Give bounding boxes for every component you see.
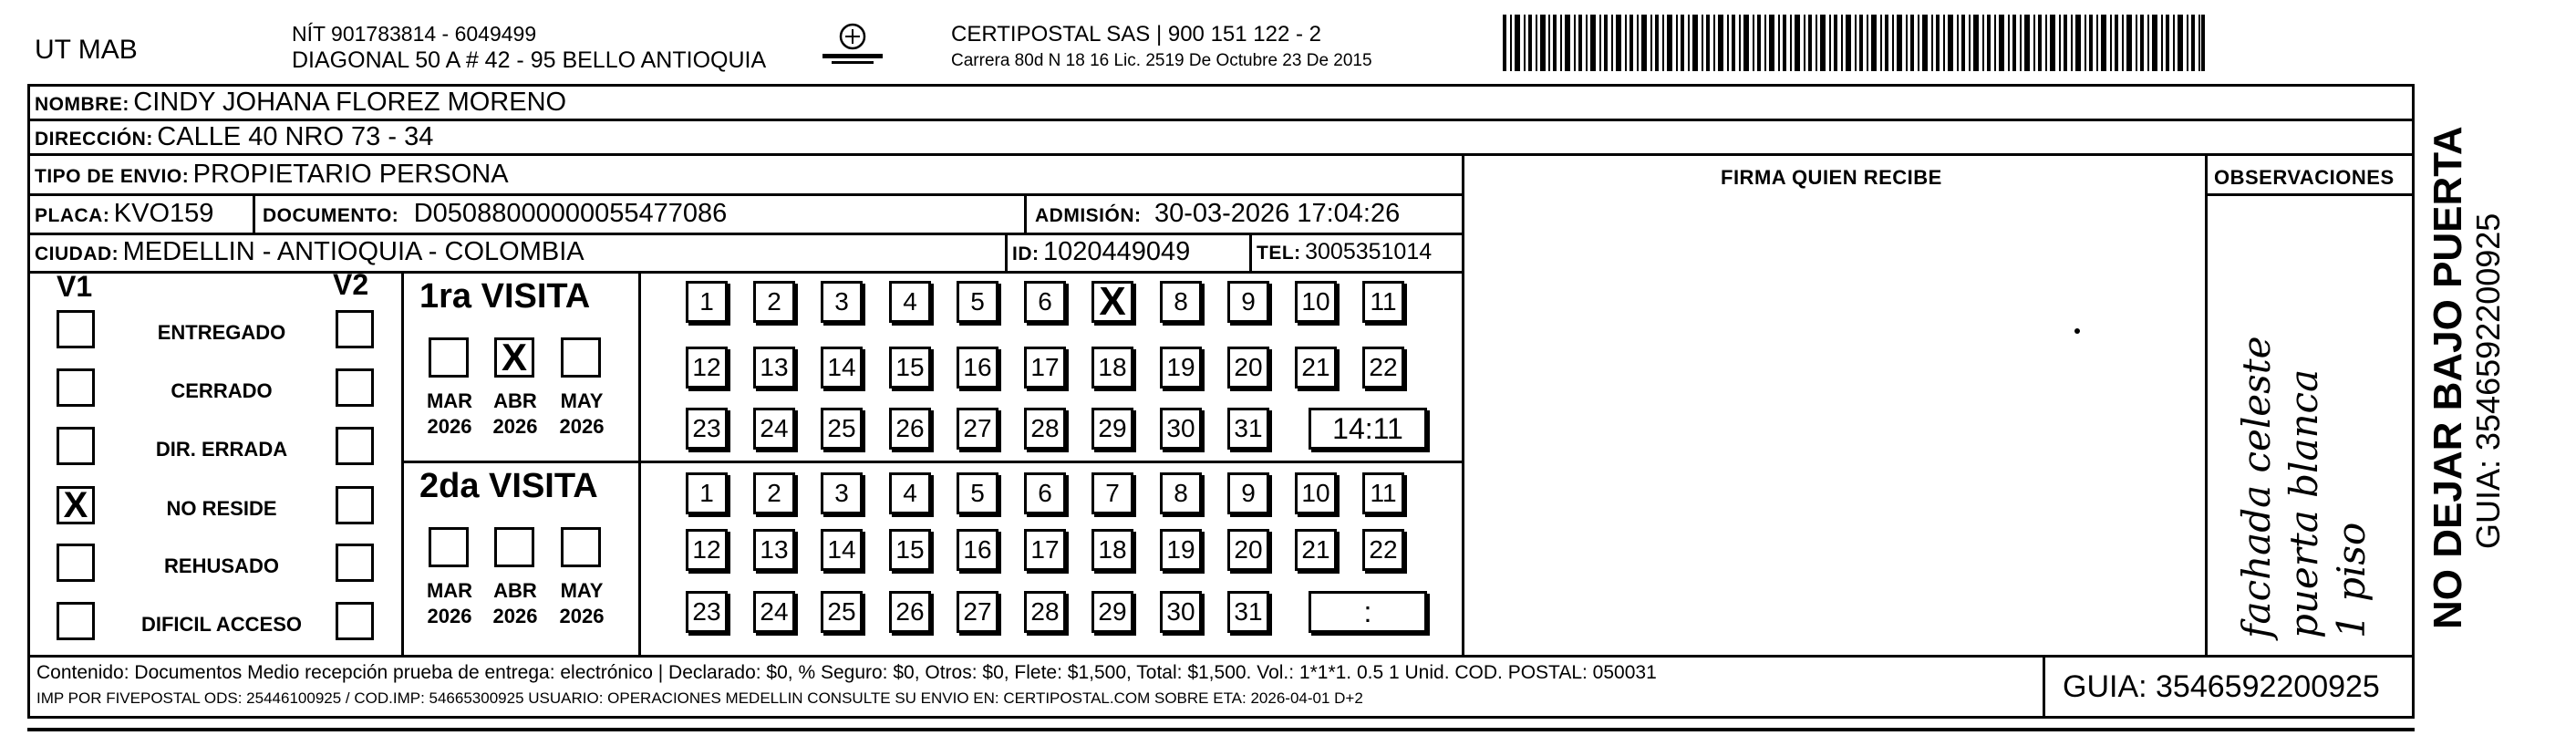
first-visit-month-box[interactable] — [429, 337, 469, 378]
nombre-label: NOMBRE: — [35, 94, 129, 115]
second-visit-month-box[interactable] — [429, 527, 469, 567]
second-visit-month-box[interactable] — [494, 527, 534, 567]
status-v2-checkbox[interactable] — [336, 486, 374, 524]
status-label: ENTREGADO — [157, 321, 286, 344]
first-visit-year-label: 2026 — [427, 415, 472, 438]
first-visit-day-box[interactable]: 17 — [1024, 347, 1066, 389]
second-visit-day-box[interactable]: 6 — [1024, 472, 1066, 514]
placa-value: KVO159 — [113, 199, 214, 228]
second-visit-time-box[interactable]: : — [1309, 591, 1427, 633]
second-visit-day-box[interactable]: 2 — [753, 472, 795, 514]
second-visit-label: 2da VISITA — [419, 467, 598, 505]
nombre-value: CINDY JOHANA FLOREZ MORENO — [133, 88, 567, 117]
first-visit-day-box[interactable]: 16 — [957, 347, 998, 389]
second-visit-day-box[interactable]: 15 — [889, 529, 931, 571]
placa-row — [35, 199, 213, 229]
first-visit-day-box[interactable]: 13 — [753, 347, 795, 389]
second-visit-day-box[interactable]: 14 — [821, 529, 863, 571]
carrier-name: CERTIPOSTAL SAS | 900 151 122 - 2 — [951, 22, 1321, 47]
first-visit-day-box[interactable]: 25 — [821, 408, 863, 450]
nombre-row — [35, 88, 566, 118]
second-visit-day-box[interactable]: 29 — [1091, 591, 1133, 633]
second-visit-day-box[interactable]: 8 — [1160, 472, 1202, 514]
tel-label: TEL: — [1257, 243, 1301, 264]
first-visit-year-label: 2026 — [492, 415, 538, 438]
id-value: 1020449049 — [1042, 237, 1191, 266]
second-visit-day-box[interactable]: 18 — [1091, 529, 1133, 571]
first-visit-month-label: MAY — [560, 389, 604, 412]
tipo-label: TIPO DE ENVIO: — [35, 166, 190, 187]
second-visit-month-label: MAR — [426, 579, 473, 602]
status-label: REHUSADO — [164, 554, 279, 577]
direccion-label: DIRECCIÓN: — [35, 129, 153, 150]
second-visit-day-box[interactable]: 13 — [753, 529, 795, 571]
first-visit-day-box[interactable]: 20 — [1227, 347, 1269, 389]
status-v1-checkbox[interactable]: X — [57, 486, 95, 524]
first-visit-day-box[interactable]: 22 — [1362, 347, 1404, 389]
first-visit-day-box[interactable]: 24 — [753, 408, 795, 450]
ciudad-value: MEDELLIN - ANTIOQUIA - COLOMBIA — [122, 237, 585, 266]
status-v2-checkbox[interactable] — [336, 602, 374, 640]
first-visit-day-box[interactable]: 12 — [686, 347, 728, 389]
status-v2-checkbox[interactable] — [336, 544, 374, 582]
first-visit-day-box[interactable]: 11 — [1362, 281, 1404, 323]
first-visit-month-label: ABR — [493, 389, 537, 412]
first-visit-day-box[interactable]: 5 — [957, 281, 998, 323]
ciudad-row — [35, 237, 585, 267]
first-visit-day-box[interactable]: 2 — [753, 281, 795, 323]
observaciones-handwriting — [2179, 274, 2416, 648]
id-label: ID: — [1012, 243, 1040, 264]
first-visit-day-box[interactable]: 18 — [1091, 347, 1133, 389]
second-visit-day-box[interactable]: 17 — [1024, 529, 1066, 571]
documento-label: DOCUMENTO: — [263, 205, 399, 226]
second-visit-day-box[interactable]: 5 — [957, 472, 998, 514]
first-visit-day-box[interactable]: 23 — [686, 408, 728, 450]
first-visit-day-box[interactable]: 31 — [1227, 408, 1269, 450]
status-v1-checkbox[interactable] — [57, 427, 95, 465]
company-address: DIAGONAL 50 A # 42 - 95 BELLO ANTIOQUIA — [292, 47, 767, 73]
documento-value: D05088000000055477086 — [413, 199, 728, 228]
side-guia: GUIA: 3546592200925 — [2469, 212, 2507, 549]
first-visit-day-box[interactable]: 21 — [1295, 347, 1337, 389]
admision-row — [1035, 199, 1400, 229]
first-visit-time-box[interactable]: 14:11 — [1309, 408, 1427, 450]
second-visit-day-box[interactable]: 11 — [1362, 472, 1404, 514]
first-visit-month-box[interactable] — [561, 337, 601, 378]
company-name: UT MAB — [35, 35, 138, 65]
obs-line-3: 1 piso — [2329, 522, 2374, 638]
documento-row — [263, 199, 727, 229]
v1-label: V1 — [57, 270, 93, 303]
second-visit-day-box[interactable]: 30 — [1160, 591, 1202, 633]
second-visit-day-box[interactable]: 21 — [1295, 529, 1337, 571]
first-visit-day-box[interactable]: 19 — [1160, 347, 1202, 389]
first-visit-day-box[interactable]: 10 — [1295, 281, 1337, 323]
first-visit-label: 1ra VISITA — [419, 277, 591, 316]
imp-text: IMP POR FIVEPOSTAL ODS: 25446100925 / COD.IMP: 54665300925 USUARIO: OPERACIONES MEDELLIN CONSULTE SU ENVIO EN: CERTIPOSTAL.COM SOBRE ETA: 2026-04-01 D+2 — [36, 689, 1363, 707]
first-visit-day-box[interactable]: 6 — [1024, 281, 1066, 323]
second-visit-day-box[interactable]: 24 — [753, 591, 795, 633]
first-visit-day-box[interactable]: 30 — [1160, 408, 1202, 450]
first-visit-day-box[interactable]: 26 — [889, 408, 931, 450]
second-visit-day-box[interactable]: 1 — [686, 472, 728, 514]
status-v1-checkbox[interactable] — [57, 368, 95, 407]
status-v2-checkbox[interactable] — [336, 427, 374, 465]
admision-label: ADMISIÓN: — [1035, 205, 1142, 226]
placa-label: PLACA: — [35, 205, 110, 226]
first-visit-day-box[interactable]: 1 — [686, 281, 728, 323]
contenido-text: Contenido: Documentos Medio recepción prueba de entrega: electrónico | Declarado: $0, % Seguro: $0, Otros: $0, Flete: $1,500, Total: $1,500. Vol.: 1*1*1. 0.5 1 Unid. COD. POSTAL: 050031 — [36, 662, 1657, 683]
second-visit-day-box[interactable]: 25 — [821, 591, 863, 633]
status-v1-checkbox[interactable] — [57, 602, 95, 640]
second-visit-day-box[interactable]: 12 — [686, 529, 728, 571]
status-label: CERRADO — [171, 379, 273, 402]
second-visit-month-box[interactable] — [561, 527, 601, 567]
first-visit-year-label: 2026 — [559, 415, 605, 438]
id-row — [1012, 237, 1190, 267]
second-visit-day-box[interactable]: 31 — [1227, 591, 1269, 633]
second-visit-day-box[interactable]: 7 — [1091, 472, 1133, 514]
first-visit-day-box[interactable]: 27 — [957, 408, 998, 450]
ciudad-label: CIUDAD: — [35, 243, 119, 264]
obs-line-1: fachada celeste — [2234, 336, 2279, 638]
first-visit-month-label: MAR — [426, 389, 473, 412]
first-visit-month-box[interactable]: X — [494, 337, 534, 378]
second-visit-day-box[interactable]: 28 — [1024, 591, 1066, 633]
certipostal-logo — [812, 22, 894, 67]
tel-row — [1257, 239, 1432, 265]
v2-label: V2 — [333, 268, 369, 301]
footer-guia: GUIA: 3546592200925 — [2063, 669, 2380, 704]
first-visit-day-box[interactable]: X — [1091, 281, 1133, 323]
status-v1-checkbox[interactable] — [57, 544, 95, 582]
admision-value: 30-03-2026 17:04:26 — [1154, 199, 1401, 228]
second-visit-day-box[interactable]: 22 — [1362, 529, 1404, 571]
first-visit-day-box[interactable]: 8 — [1160, 281, 1202, 323]
signature-area — [2074, 328, 2080, 334]
bottom-border — [27, 728, 2415, 731]
second-visit-day-box[interactable]: 16 — [957, 529, 998, 571]
first-visit-day-box[interactable]: 9 — [1227, 281, 1269, 323]
second-visit-day-box[interactable]: 9 — [1227, 472, 1269, 514]
tipo-row — [35, 160, 509, 190]
first-visit-day-box[interactable]: 14 — [821, 347, 863, 389]
second-visit-month-label: ABR — [493, 579, 537, 602]
first-visit-day-box[interactable]: 4 — [889, 281, 931, 323]
second-visit-day-box[interactable]: 26 — [889, 591, 931, 633]
second-visit-day-box[interactable]: 20 — [1227, 529, 1269, 571]
first-visit-day-box[interactable]: 15 — [889, 347, 931, 389]
tel-value: 3005351014 — [1305, 239, 1433, 264]
status-v1-checkbox[interactable] — [57, 310, 95, 348]
second-visit-day-box[interactable]: 4 — [889, 472, 931, 514]
second-visit-month-label: MAY — [560, 579, 604, 602]
tipo-value: PROPIETARIO PERSONA — [192, 160, 509, 189]
status-label: DIR. ERRADA — [155, 438, 288, 461]
second-visit-day-box[interactable]: 27 — [957, 591, 998, 633]
second-visit-day-box[interactable]: 3 — [821, 472, 863, 514]
second-visit-year-label: 2026 — [559, 605, 605, 627]
status-label: DIFICIL ACCESO — [140, 613, 302, 636]
second-visit-day-box[interactable]: 10 — [1295, 472, 1337, 514]
firma-label: FIRMA QUIEN RECIBE — [1721, 166, 1942, 189]
obs-line-2: puerta blanca — [2281, 368, 2326, 638]
second-visit-day-box[interactable]: 19 — [1160, 529, 1202, 571]
first-visit-day-box[interactable]: 29 — [1091, 408, 1133, 450]
first-visit-day-box[interactable]: 28 — [1024, 408, 1066, 450]
no-dejar-warning: NO DEJAR BAJO PUERTA — [2426, 126, 2470, 629]
status-v2-checkbox[interactable] — [336, 310, 374, 348]
status-v2-checkbox[interactable] — [336, 368, 374, 407]
status-label: NO RESIDE — [166, 497, 277, 520]
second-visit-day-box[interactable]: 23 — [686, 591, 728, 633]
barcode — [1503, 15, 2205, 71]
nit: NÍT 901783814 - 6049499 — [292, 22, 537, 46]
first-visit-day-box[interactable]: 3 — [821, 281, 863, 323]
second-visit-year-label: 2026 — [492, 605, 538, 627]
direccion-row — [35, 122, 433, 152]
direccion-value: CALLE 40 NRO 73 - 34 — [157, 122, 434, 151]
second-visit-year-label: 2026 — [427, 605, 472, 627]
observaciones-label: OBSERVACIONES — [2214, 166, 2395, 189]
carrier-license: Carrera 80d N 18 16 Lic. 2519 De Octubre 23 De 2015 — [951, 51, 1372, 70]
